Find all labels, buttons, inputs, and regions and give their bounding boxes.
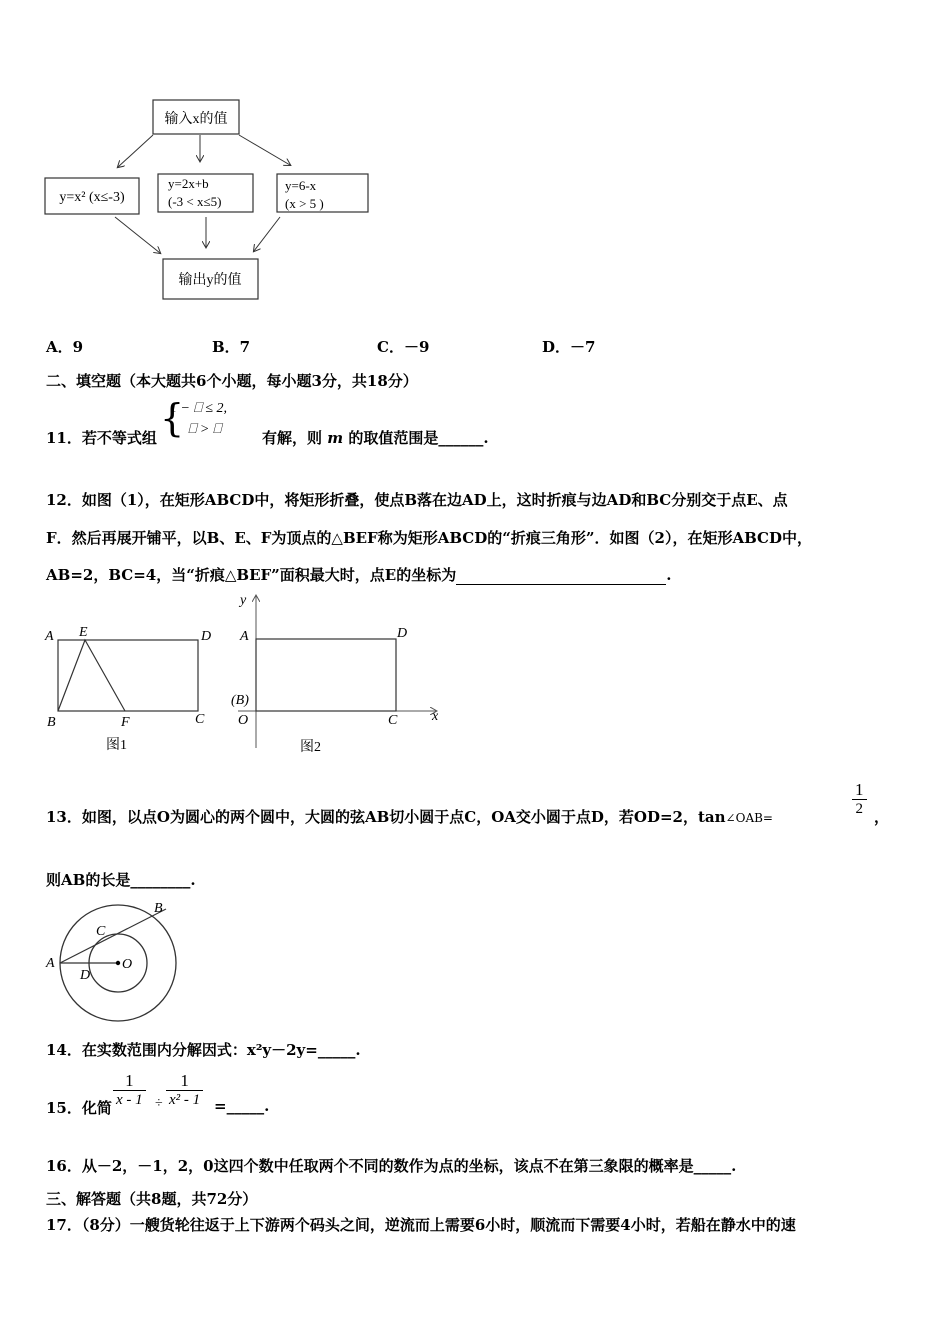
option-a: A．9	[46, 338, 84, 356]
q11-mid: 有解，则	[262, 429, 323, 447]
arrow-from-branch1	[115, 217, 160, 253]
branch2-text-line2: (-3 < x≤5)	[168, 194, 222, 209]
fig1-caption: 图1	[106, 738, 127, 753]
fig2-label-a: A	[240, 629, 249, 644]
q15-fraction-1	[113, 1071, 146, 1109]
q13-comma: ，	[874, 808, 890, 826]
q17-text: 17．（8分）一艘货轮往返于上下游两个码头之间，逆流而上需要6小时，顺流而下需要4小时，若船在静水中的速	[46, 1216, 796, 1234]
q14-text: 14．在实数范围内分解因式：x²y－2y=_____.	[46, 1041, 361, 1059]
branch1-text: y=x² (x≤-3)	[59, 190, 125, 205]
fig2-label-x: x	[432, 709, 439, 724]
q13-line2: 则AB的长是________.	[46, 871, 196, 889]
q15-fraction-1-den: x - 1	[113, 1090, 146, 1109]
q11-end: 的取值范围是______.	[348, 429, 489, 447]
input-box-text: 输入x的值	[164, 112, 228, 127]
q12-line1: 12．如图（1），在矩形ABCD中，将矩形折叠，使点B落在边AD上，这时折痕与边AD和BC分别交于点E、点	[46, 491, 788, 509]
fig3-center-dot	[116, 961, 120, 965]
fig2-label-o: O	[238, 713, 249, 728]
fig1-label-c: C	[195, 712, 205, 727]
q15-fraction-2-num: 1	[180, 1071, 189, 1090]
branch2-text-line1: y=2x+b	[168, 176, 209, 191]
q11-inequality-1: 1 − ⎕ ≤ 2,	[170, 401, 228, 416]
section2-heading: 二、填空题（本大题共6个小题，每小题3分，共18分）	[46, 372, 418, 390]
option-d: D．－7	[542, 338, 596, 356]
figure-1	[40, 620, 220, 760]
q15-divide: ÷	[155, 1096, 163, 1111]
arrow-from-branch3	[254, 217, 280, 251]
q12-line2: F．然后再展开铺平，以B、E、F为顶点的△BEF称为矩形ABCD的“折痕三角形”．如图（2），在矩形ABCD中，	[46, 529, 812, 547]
option-c: C．－9	[377, 338, 430, 356]
q12-line3-suffix: .	[666, 566, 672, 584]
fig3-label-b: B	[154, 901, 163, 916]
q12-line3-prefix: AB=2，BC=4，当“折痕△BEF”面积最大时，点E的坐标为	[46, 566, 457, 584]
fig1-label-a: A	[45, 629, 54, 644]
branch3-text-line2: (x > 5 )	[285, 196, 324, 211]
q15-fraction-2-den: x² - 1	[166, 1090, 203, 1109]
fig2-label-y: y	[240, 593, 247, 608]
q13-fraction-num: 1	[855, 780, 864, 799]
option-b: B．7	[212, 338, 251, 356]
fig1-label-d: D	[201, 629, 212, 644]
q12-line3	[46, 564, 671, 585]
q11-var: m	[327, 429, 344, 447]
q13-text: 13．如图，以点O为圆心的两个圆中，大圆的弦AB切小圆于点C，OA交小圆于点D，若OD=2，tan	[46, 808, 726, 826]
fig2-caption: 图2	[300, 740, 321, 755]
section3-heading: 三、解答题（共8题，共72分）	[46, 1190, 258, 1208]
q13-fraction-den: 2	[852, 799, 867, 818]
fig1-crease-triangle	[58, 640, 125, 711]
q15-prefix: 15．化简	[46, 1099, 112, 1117]
q15-fraction-2	[166, 1071, 203, 1109]
q13-angle: ∠OAB=	[725, 811, 773, 825]
output-box-text: 输出y的值	[178, 273, 242, 288]
arrow-to-branch3	[239, 135, 290, 165]
q16-text: 16．从－2，－1，2，0这四个数中任取两个不同的数作为点的坐标，该点不在第三象限的概率是_____.	[46, 1157, 737, 1175]
q12-answer-blank	[456, 568, 666, 585]
fig3-chord-ab	[60, 909, 166, 963]
figure-3-circles	[40, 895, 190, 1030]
q11-suffix	[262, 427, 489, 448]
q11-inequality-2: ⎕ > ⎕	[188, 422, 222, 437]
fig1-label-e: E	[79, 625, 88, 640]
q11-prefix: 11．若不等式组	[46, 429, 157, 447]
fig1-label-f: F	[121, 715, 130, 730]
fig3-label-c: C	[96, 924, 106, 939]
fig3-label-a: A	[46, 956, 55, 971]
fig2-rectangle	[256, 639, 396, 711]
q13-fraction	[852, 780, 867, 818]
q13-line1	[46, 806, 773, 827]
fig1-label-b: B	[47, 715, 56, 730]
fig2-label-b: (B)	[231, 693, 249, 708]
q15-suffix: =_____.	[214, 1097, 270, 1115]
flowchart	[40, 95, 380, 310]
q15-fraction-1-num: 1	[125, 1071, 134, 1090]
arrow-to-branch1	[118, 135, 153, 167]
fig2-label-d: D	[397, 626, 408, 641]
fig2-label-c: C	[388, 713, 398, 728]
fig1-rectangle	[58, 640, 198, 711]
q11-brace: {	[160, 396, 185, 440]
branch3-text-line1: y=6-x	[285, 178, 317, 193]
figure-2	[228, 588, 448, 760]
fig3-label-d: D	[80, 968, 91, 983]
fig3-label-o: O	[122, 957, 133, 972]
